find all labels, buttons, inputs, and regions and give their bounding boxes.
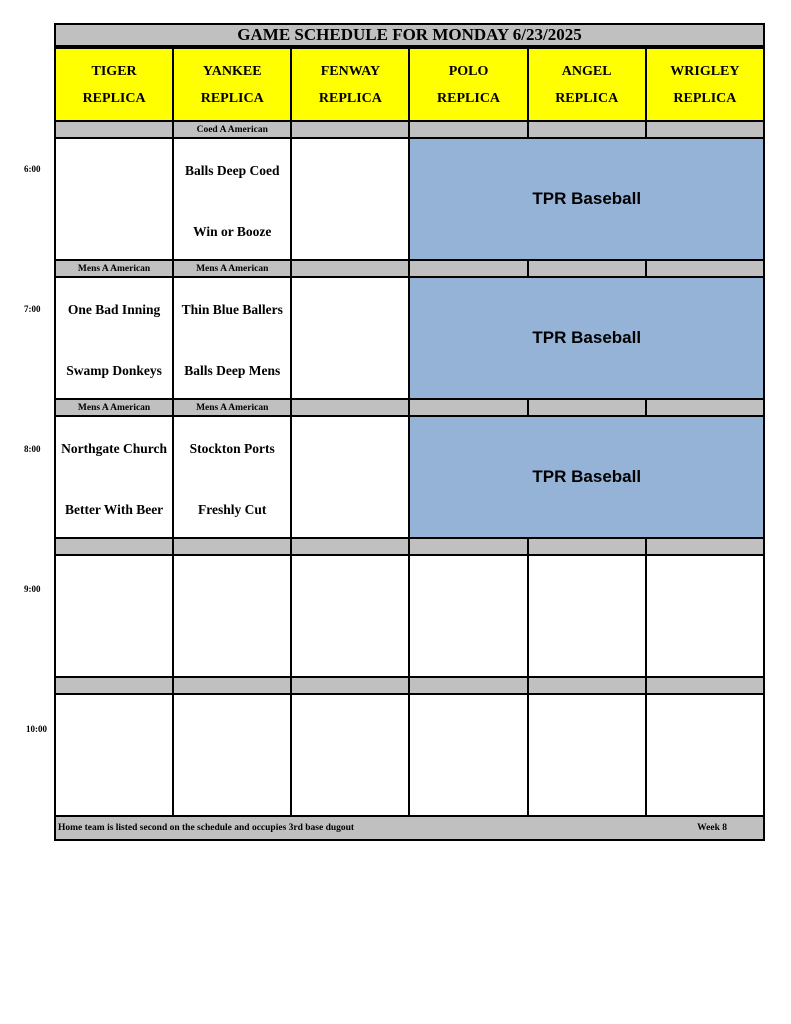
- division-label: [291, 260, 409, 277]
- home-team: [56, 222, 172, 242]
- game-cell: [55, 138, 173, 260]
- division-label: [55, 538, 173, 555]
- reserved-block: TPR Baseball: [409, 277, 764, 399]
- away-team: [410, 717, 526, 737]
- division-label: Coed A American: [173, 121, 291, 138]
- division-row: [55, 677, 764, 694]
- division-label: [528, 260, 646, 277]
- home-team: [410, 778, 526, 798]
- home-team: Win or Booze: [193, 224, 272, 239]
- home-team: [647, 778, 763, 798]
- game-cell: [528, 555, 646, 677]
- time-slot-row: [55, 416, 764, 538]
- game-cell: [173, 277, 291, 399]
- division-label: [528, 121, 646, 138]
- division-label: [528, 677, 646, 694]
- home-team: [292, 639, 408, 659]
- home-team: [292, 222, 408, 242]
- time-label: 8:00: [24, 444, 41, 454]
- division-row: [55, 121, 764, 138]
- home-team: [292, 500, 408, 520]
- division-label: Mens A American: [173, 260, 291, 277]
- division-label: [291, 121, 409, 138]
- away-team: [292, 717, 408, 737]
- home-team: [56, 778, 172, 798]
- division-label: [55, 121, 173, 138]
- home-team: [647, 639, 763, 659]
- time-slot-row: [55, 138, 764, 260]
- division-row: [55, 538, 764, 555]
- time-label: 6:00: [24, 164, 41, 174]
- division-label: [528, 399, 646, 416]
- schedule-sheet: [54, 23, 765, 841]
- division-label: [409, 260, 527, 277]
- division-label: [646, 538, 764, 555]
- home-team: [529, 639, 645, 659]
- away-team: One Bad Inning: [67, 302, 161, 317]
- time-label: 7:00: [24, 304, 41, 314]
- game-cell: [646, 694, 764, 816]
- division-label: [409, 677, 527, 694]
- division-label: [646, 677, 764, 694]
- division-label: Mens A American: [55, 260, 173, 277]
- time-slot-row: [55, 277, 764, 399]
- division-label: [528, 538, 646, 555]
- away-team: Thin Blue Ballers: [181, 302, 283, 317]
- division-label: [409, 538, 527, 555]
- division-row: [55, 399, 764, 416]
- game-cell: [173, 555, 291, 677]
- game-cell: [55, 416, 173, 538]
- away-team: Northgate Church: [61, 441, 168, 456]
- time-slot-row: [55, 555, 764, 677]
- home-team: [174, 639, 290, 659]
- home-team: [292, 361, 408, 381]
- home-team: Balls Deep Mens: [184, 363, 281, 378]
- game-cell: [55, 694, 173, 816]
- away-team: [174, 717, 290, 737]
- division-label: [291, 538, 409, 555]
- footer-row: [55, 816, 764, 840]
- game-cell: [646, 555, 764, 677]
- division-label: [55, 677, 173, 694]
- home-team: [529, 778, 645, 798]
- reserved-block: TPR Baseball: [409, 138, 764, 260]
- game-cell: [173, 694, 291, 816]
- game-cell: [291, 694, 409, 816]
- reserved-block: TPR Baseball: [409, 416, 764, 538]
- division-label: [409, 399, 527, 416]
- field-header-row: [55, 48, 764, 121]
- home-team: Freshly Cut: [198, 502, 267, 517]
- home-team: [174, 778, 290, 798]
- division-label: [646, 399, 764, 416]
- home-team: Better With Beer: [64, 502, 164, 517]
- game-cell: [409, 694, 527, 816]
- game-cell: [55, 277, 173, 399]
- away-team: [292, 439, 408, 459]
- game-cell: [291, 138, 409, 260]
- away-team: [292, 161, 408, 181]
- game-cell: [173, 416, 291, 538]
- field-header-yankee: YANKEE REPLICA: [173, 48, 291, 121]
- away-team: Balls Deep Coed: [184, 163, 280, 178]
- away-team: [410, 578, 526, 598]
- game-cell: [173, 138, 291, 260]
- home-team: [292, 778, 408, 798]
- division-label: [291, 677, 409, 694]
- time-slot-row: [55, 694, 764, 816]
- division-label: Mens A American: [55, 399, 173, 416]
- division-label: Mens A American: [173, 399, 291, 416]
- game-cell: [291, 416, 409, 538]
- field-header-tiger: TIGER REPLICA: [55, 48, 173, 121]
- division-label: [291, 399, 409, 416]
- away-team: [647, 717, 763, 737]
- away-team: [56, 161, 172, 181]
- away-team: [292, 300, 408, 320]
- away-team: [647, 578, 763, 598]
- away-team: [292, 578, 408, 598]
- time-label: 9:00: [24, 584, 41, 594]
- schedule-title: GAME SCHEDULE FOR MONDAY 6/23/2025: [54, 23, 765, 47]
- home-team: [56, 639, 172, 659]
- away-team: [174, 578, 290, 598]
- division-label: [173, 677, 291, 694]
- footer-cell: [55, 816, 764, 840]
- field-header-wrigley: WRIGLEY REPLICA: [646, 48, 764, 121]
- time-label: 10:00: [26, 724, 47, 734]
- division-label: [646, 260, 764, 277]
- field-header-angel: ANGEL REPLICA: [528, 48, 646, 121]
- away-team: [56, 717, 172, 737]
- away-team: Stockton Ports: [189, 441, 275, 456]
- game-cell: [55, 555, 173, 677]
- away-team: [56, 578, 172, 598]
- home-team: [410, 639, 526, 659]
- division-row: [55, 260, 764, 277]
- away-team: [529, 578, 645, 598]
- game-cell: [409, 555, 527, 677]
- field-header-polo: POLO REPLICA: [409, 48, 527, 121]
- division-label: [409, 121, 527, 138]
- division-label: [646, 121, 764, 138]
- away-team: [529, 717, 645, 737]
- footer-note: Home team is listed second on the schedule and occupies 3rd base dugout: [58, 823, 355, 833]
- home-team: Swamp Donkeys: [66, 363, 162, 378]
- game-cell: [528, 694, 646, 816]
- division-label: [173, 538, 291, 555]
- week-label: Week 8: [697, 823, 727, 833]
- game-cell: [291, 277, 409, 399]
- game-cell: [291, 555, 409, 677]
- schedule-grid: [54, 47, 765, 841]
- field-header-fenway: FENWAY REPLICA: [291, 48, 409, 121]
